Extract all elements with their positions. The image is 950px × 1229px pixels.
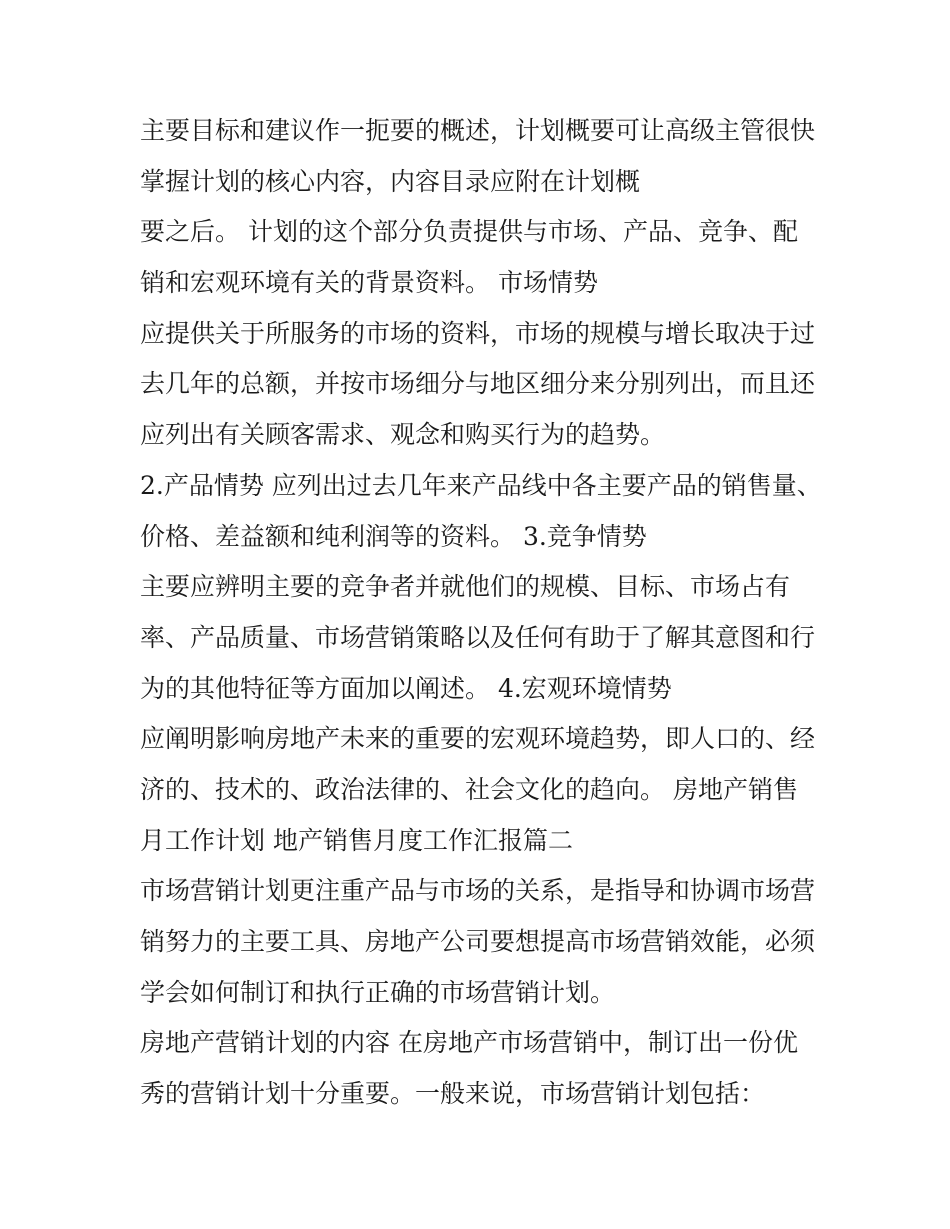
text-line-4: 销和宏观环境有关的背景资料。 市场情势 bbox=[140, 268, 598, 298]
text-line-19: 房地产营销计划的内容 在房地产市场营销中，制订出一份优 bbox=[140, 1028, 798, 1058]
text-line-5: 应提供关于所服务的市场的资料，市场的规模与增长取决于过 bbox=[140, 318, 816, 348]
body-text bbox=[140, 106, 840, 1120]
text-line-15: 月工作计划 地产销售月度工作汇报篇二 bbox=[140, 825, 573, 855]
text-line-18: 学会如何制订和执行正确的市场营销计划。 bbox=[140, 977, 616, 1007]
text-line-17: 销努力的主要工具、房地产公司要想提高市场营销效能，必须 bbox=[140, 927, 816, 956]
text-line-7: 应列出有关顾客需求、观念和购买行为的趋势。 bbox=[140, 420, 666, 450]
text-line-8: 2.产品情势 应列出过去几年来产品线中各主要产品的销售量、 bbox=[140, 470, 822, 500]
text-line-1: 主要目标和建议作一扼要的概述，计划概要可让高级主管很快 bbox=[140, 116, 816, 145]
text-line-10: 主要应辨明主要的竞争者并就他们的规模、目标、市场占有 bbox=[140, 572, 791, 602]
text-line-12: 为的其他特征等方面加以阐述。 4.宏观环境情势 bbox=[140, 673, 672, 703]
text-line-11: 率、产品质量、市场营销策略以及任何有助于了解其意图和行 bbox=[140, 622, 816, 652]
text-line-20: 秀的营销计划十分重要。一般来说，市场营销计划包括： bbox=[140, 1079, 766, 1109]
text-line-2: 掌握计划的核心内容，内容目录应附在计划概 bbox=[140, 166, 641, 196]
text-line-3: 要之后。 计划的这个部分负责提供与市场、产品、竞争、配 bbox=[140, 217, 798, 247]
text-line-14: 济的、技术的、政治法律的、社会文化的趋向。 房地产销售 bbox=[140, 774, 798, 804]
text-line-13: 应阐明影响房地产未来的重要的宏观环境趋势，即人口的、经 bbox=[140, 724, 816, 754]
text-line-6: 去几年的总额，并按市场细分与地区细分来分别列出，而且还 bbox=[140, 369, 816, 399]
text-line-9: 价格、差益额和纯利润等的资料。 3.竞争情势 bbox=[140, 521, 647, 551]
text-line-16: 市场营销计划更注重产品与市场的关系，是指导和协调市场营 bbox=[140, 876, 816, 906]
